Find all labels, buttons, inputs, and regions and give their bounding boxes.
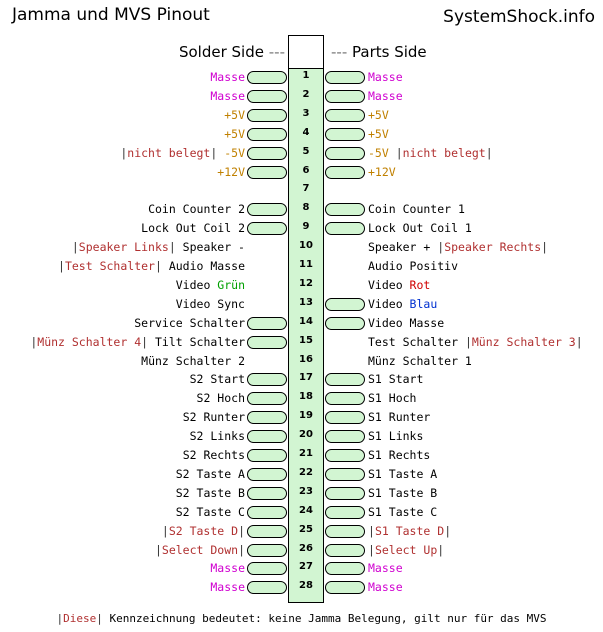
pin-number: 8 xyxy=(302,202,310,214)
solder-side-text: Solder Side xyxy=(178,43,264,61)
solder-side-signal xyxy=(141,354,245,368)
text-segment: nicht belegt xyxy=(127,145,211,160)
pin-row xyxy=(0,371,603,390)
solder-side-signal xyxy=(210,561,245,575)
parts-side-signal xyxy=(368,165,396,179)
solder-side-signal xyxy=(197,391,245,405)
pin-row xyxy=(0,560,603,579)
parts-pad xyxy=(325,90,365,103)
solder-pad xyxy=(247,90,287,103)
parts-side-signal xyxy=(368,146,493,160)
pin-row xyxy=(0,69,603,88)
text-segment: S2 Links xyxy=(189,429,245,444)
pin-number: 14 xyxy=(299,315,313,327)
footer-note xyxy=(0,612,603,625)
pin-number: 16 xyxy=(299,353,313,365)
text-segment: Münz Schalter 1 xyxy=(368,353,472,368)
text-segment: Münz Schalter 4 xyxy=(37,334,142,349)
solder-pad xyxy=(247,222,287,235)
parts-pad xyxy=(325,581,365,594)
solder-side-signal xyxy=(162,524,245,538)
parts-side-signal xyxy=(368,580,403,594)
text-segment: | xyxy=(30,334,38,349)
parts-pad xyxy=(325,506,365,519)
pin-number: 2 xyxy=(302,88,310,100)
pin-row xyxy=(0,334,603,353)
text-segment: Speaker Links xyxy=(78,240,169,255)
pin-number: 13 xyxy=(299,296,313,308)
parts-pad xyxy=(325,449,365,462)
text-segment: Audio Masse xyxy=(161,259,245,273)
pin-number: 26 xyxy=(299,542,313,554)
solder-side-signal xyxy=(210,580,245,594)
text-segment: | xyxy=(210,145,218,160)
pin-row xyxy=(0,485,603,504)
parts-side-signal xyxy=(368,278,430,292)
parts-side-signal xyxy=(368,561,403,575)
pin-row xyxy=(0,504,603,523)
pin-row xyxy=(0,296,603,315)
text-segment: Rot xyxy=(409,277,431,292)
text-segment: Lock Out Coil 2 xyxy=(141,221,245,236)
parts-side-dash: --- xyxy=(331,43,348,61)
parts-side-signal xyxy=(368,372,423,386)
pin-number: 9 xyxy=(302,221,310,233)
text-segment: | xyxy=(168,240,176,255)
text-segment: | xyxy=(71,240,79,255)
pin-row xyxy=(0,88,603,107)
parts-pad xyxy=(325,317,365,330)
pin-row xyxy=(0,523,603,542)
text-segment: | xyxy=(154,542,162,557)
parts-pad xyxy=(325,525,365,538)
solder-pad xyxy=(247,336,287,349)
text-segment: | xyxy=(58,259,65,273)
text-segment: S1 Taste D xyxy=(374,523,445,538)
text-segment: +5V xyxy=(224,126,245,141)
solder-side-signal xyxy=(58,259,245,273)
text-segment: S1 Taste A xyxy=(368,466,438,481)
text-segment: S2 Taste C xyxy=(175,504,245,519)
parts-pad xyxy=(325,487,365,500)
text-segment: S1 Taste C xyxy=(368,504,438,519)
solder-side-signal xyxy=(176,467,245,481)
solder-pad xyxy=(247,487,287,500)
pin-row xyxy=(0,126,603,145)
solder-side-signal xyxy=(148,202,245,216)
text-segment: Select Up xyxy=(374,542,438,557)
pin-row xyxy=(0,145,603,164)
text-segment: | xyxy=(368,523,375,538)
parts-side-signal xyxy=(368,335,583,349)
pin-row xyxy=(0,353,603,372)
text-segment: Masse xyxy=(210,580,245,595)
parts-pad xyxy=(325,562,365,575)
parts-side-signal xyxy=(368,505,437,519)
text-segment: Grün xyxy=(217,277,245,292)
pin-number: 7 xyxy=(302,183,310,195)
parts-side-text: Parts Side xyxy=(352,43,427,61)
parts-pad xyxy=(325,298,365,311)
text-segment: Video Masse xyxy=(368,315,445,330)
parts-pad xyxy=(325,147,365,160)
text-segment: Test Schalter xyxy=(64,259,155,273)
pin-number: 20 xyxy=(299,429,313,441)
solder-pad xyxy=(247,544,287,557)
solder-side-signal xyxy=(155,543,245,557)
parts-side-signal xyxy=(368,89,403,103)
parts-side-signal xyxy=(368,297,437,311)
pin-row xyxy=(0,164,603,183)
text-segment: S2 Taste B xyxy=(175,485,245,500)
text-segment: | xyxy=(485,145,493,160)
text-segment: S1 Rechts xyxy=(368,448,431,462)
pin-row xyxy=(0,409,603,428)
pin-number: 12 xyxy=(299,277,313,289)
text-segment: S1 Start xyxy=(368,372,424,387)
solder-side-signal xyxy=(224,127,245,141)
text-segment: Tilt Schalter xyxy=(148,334,245,349)
text-segment: | xyxy=(437,542,445,557)
parts-side-signal xyxy=(368,429,423,443)
pin-number: 22 xyxy=(299,466,313,478)
pin-number: 11 xyxy=(299,259,313,270)
parts-pad xyxy=(325,392,365,405)
text-segment: | xyxy=(575,334,583,349)
text-segment: | xyxy=(161,523,169,538)
solder-pad xyxy=(247,166,287,179)
pin-row xyxy=(0,277,603,296)
text-segment: Speaker Rechts xyxy=(444,240,542,255)
solder-side-signal xyxy=(141,221,245,235)
solder-pad xyxy=(247,411,287,424)
text-segment: Coin Counter 2 xyxy=(148,202,245,217)
pin-number: 27 xyxy=(299,561,313,573)
text-segment: Münz Schalter 2 xyxy=(141,353,245,368)
text-segment: Test Schalter xyxy=(368,334,465,349)
parts-side-signal xyxy=(368,410,430,424)
solder-side-signal xyxy=(183,410,245,424)
text-segment: Video xyxy=(368,277,410,292)
solder-side-label xyxy=(179,43,285,61)
parts-side-signal xyxy=(368,108,389,122)
solder-pad xyxy=(247,373,287,386)
parts-pad xyxy=(325,203,365,216)
solder-pad xyxy=(247,468,287,481)
solder-side-signal xyxy=(176,486,245,500)
solder-pad xyxy=(247,109,287,122)
pin-row xyxy=(0,239,603,258)
text-segment: +12V xyxy=(217,164,245,179)
pin-row xyxy=(0,201,603,220)
parts-side-signal xyxy=(368,543,444,557)
parts-side-signal xyxy=(368,467,437,481)
text-segment: | xyxy=(464,334,472,349)
connector-key xyxy=(288,35,324,69)
text-segment: Coin Counter 1 xyxy=(368,202,465,217)
solder-pad xyxy=(247,147,287,160)
text-segment: Blau xyxy=(409,296,438,311)
text-segment: +5V xyxy=(224,107,245,122)
pin-number: 10 xyxy=(299,240,313,252)
solder-side-signal xyxy=(183,448,245,462)
parts-pad xyxy=(325,373,365,386)
solder-side-signal xyxy=(72,240,245,254)
solder-pad xyxy=(247,128,287,141)
solder-side-signal xyxy=(134,316,245,330)
text-segment: Masse xyxy=(368,580,403,595)
pin-number: 28 xyxy=(299,580,313,592)
solder-pad xyxy=(247,430,287,443)
parts-pad xyxy=(325,71,365,84)
text-segment: S1 Hoch xyxy=(368,391,417,406)
parts-side-signal xyxy=(368,524,451,538)
pin-row xyxy=(0,107,603,126)
pin-number: 15 xyxy=(299,334,313,346)
pin-row xyxy=(0,447,603,466)
parts-side-signal xyxy=(368,391,416,405)
solder-pad xyxy=(247,506,287,519)
pin-number: 1 xyxy=(302,70,310,81)
solder-pad xyxy=(247,562,287,575)
text-segment: Masse xyxy=(368,561,403,576)
site-name: SystemShock.info xyxy=(443,7,595,27)
parts-side-signal xyxy=(368,202,465,216)
parts-side-signal xyxy=(368,127,389,141)
text-segment: | xyxy=(96,612,103,625)
text-segment: | xyxy=(238,542,245,557)
pin-row xyxy=(0,579,603,598)
parts-side-signal xyxy=(368,448,430,462)
pin-number: 17 xyxy=(299,372,313,384)
parts-pad xyxy=(325,468,365,481)
pin-number: 5 xyxy=(302,145,310,157)
pin-row xyxy=(0,220,603,239)
parts-side-signal xyxy=(368,70,403,84)
pin-number: 4 xyxy=(302,126,310,138)
parts-side-signal xyxy=(368,221,472,235)
text-segment: Lock Out Coil 1 xyxy=(368,221,472,236)
pin-number: 23 xyxy=(299,485,313,497)
text-segment: +5V xyxy=(368,126,389,141)
solder-side-signal xyxy=(120,146,245,160)
solder-pad xyxy=(247,581,287,594)
parts-side-signal xyxy=(368,316,444,330)
solder-side-signal xyxy=(176,278,245,292)
parts-pad xyxy=(325,430,365,443)
solder-side-signal xyxy=(224,108,245,122)
text-segment: Video Sync xyxy=(175,296,245,311)
solder-side-signal xyxy=(30,335,245,349)
parts-pad xyxy=(325,222,365,235)
pin-number: 3 xyxy=(302,107,310,119)
parts-pad xyxy=(325,109,365,122)
pin-number: 25 xyxy=(299,523,313,535)
parts-side-signal xyxy=(368,354,472,368)
parts-side-label xyxy=(331,43,427,61)
text-segment: S2 Taste A xyxy=(175,466,245,481)
text-segment: Masse xyxy=(368,70,403,84)
text-segment: nicht belegt xyxy=(402,145,486,160)
parts-pad xyxy=(325,128,365,141)
text-segment: Kennzeichnung bedeutet: keine Jamma Belegung, gilt nur für das MVS xyxy=(102,612,547,625)
pin-number: 19 xyxy=(299,410,313,422)
text-segment: | xyxy=(444,523,452,538)
text-segment: | xyxy=(437,240,445,255)
text-segment: | xyxy=(368,542,375,557)
text-segment: -5V xyxy=(368,145,396,160)
solder-side-signal xyxy=(190,372,245,386)
solder-side-signal xyxy=(190,429,245,443)
page-title: Jamma und MVS Pinout xyxy=(12,5,210,25)
text-segment: -5V xyxy=(217,145,245,160)
text-segment: S2 Start xyxy=(189,372,245,387)
text-segment: | xyxy=(154,259,162,273)
solder-pad xyxy=(247,203,287,216)
pin-row xyxy=(0,315,603,334)
text-segment: Masse xyxy=(210,88,245,103)
pin-row xyxy=(0,182,603,201)
text-segment: S2 Runter xyxy=(182,410,245,425)
text-segment: Video xyxy=(175,277,218,292)
text-segment: Diese xyxy=(63,612,97,625)
solder-side-signal xyxy=(210,70,245,84)
text-segment: S2 Rechts xyxy=(182,448,245,462)
text-segment: Masse xyxy=(368,88,403,103)
solder-pad xyxy=(247,71,287,84)
text-segment: Audio Positiv xyxy=(368,259,459,273)
parts-side-signal xyxy=(368,259,458,273)
text-segment: | xyxy=(395,145,403,160)
text-segment: +12V xyxy=(368,164,396,179)
parts-pad xyxy=(325,411,365,424)
pin-row xyxy=(0,542,603,561)
text-segment: Masse xyxy=(210,561,245,576)
text-segment: | xyxy=(56,612,64,625)
text-segment: | xyxy=(141,334,149,349)
solder-pad xyxy=(247,317,287,330)
pin-number: 6 xyxy=(302,164,310,176)
parts-side-signal xyxy=(368,486,437,500)
solder-side-dash: --- xyxy=(268,43,285,61)
text-segment: Münz Schalter 3 xyxy=(471,334,576,349)
text-segment: Masse xyxy=(210,70,245,84)
solder-side-signal xyxy=(176,297,245,311)
text-segment: Service Schalter xyxy=(134,315,245,330)
solder-pad xyxy=(247,449,287,462)
text-segment: S1 Taste B xyxy=(368,485,438,500)
text-segment: Speaker - xyxy=(175,240,245,255)
solder-side-signal xyxy=(210,89,245,103)
parts-pad xyxy=(325,166,365,179)
text-segment: Select Down xyxy=(161,542,239,557)
solder-pad xyxy=(247,525,287,538)
text-segment: Video xyxy=(368,296,410,311)
solder-pad xyxy=(247,392,287,405)
pin-row xyxy=(0,466,603,485)
text-segment: S2 Taste D xyxy=(168,523,239,538)
pin-number: 24 xyxy=(299,504,313,516)
pin-row xyxy=(0,428,603,447)
text-segment: | xyxy=(541,240,549,255)
pin-number: 18 xyxy=(299,391,313,403)
text-segment: Speaker + xyxy=(368,240,438,255)
parts-side-signal xyxy=(368,240,548,254)
solder-side-signal xyxy=(176,505,245,519)
text-segment: S1 Runter xyxy=(368,410,431,425)
text-segment: S2 Hoch xyxy=(196,391,245,406)
solder-side-signal xyxy=(217,165,245,179)
pin-row xyxy=(0,390,603,409)
text-segment: +5V xyxy=(368,107,389,122)
pin-number: 21 xyxy=(299,448,313,459)
parts-pad xyxy=(325,544,365,557)
text-segment: S1 Links xyxy=(368,429,424,444)
pin-row xyxy=(0,258,603,277)
text-segment: | xyxy=(238,523,245,538)
text-segment: | xyxy=(120,145,128,160)
